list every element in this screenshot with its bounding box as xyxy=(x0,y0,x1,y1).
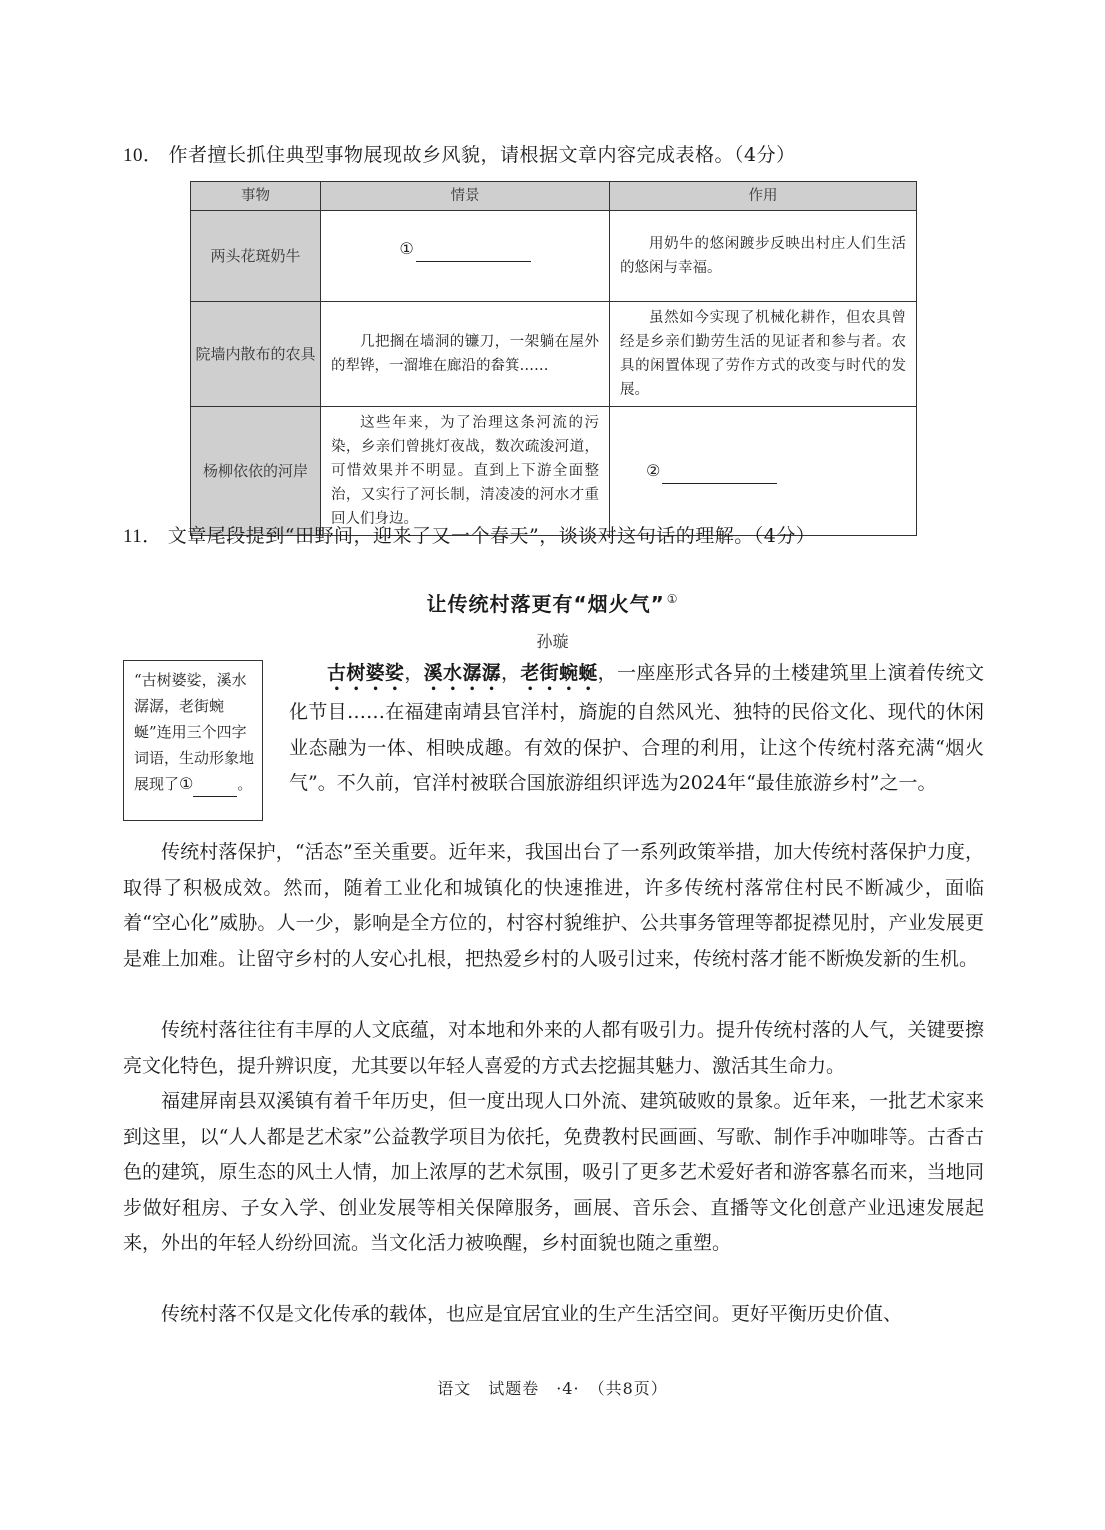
article-title xyxy=(0,588,1105,617)
table-header: 事物 xyxy=(191,182,321,211)
question-11 xyxy=(123,521,815,548)
article-paragraph: 传统村落往往有丰厚的人文底蕴，对本地和外来的人都有吸引力。提升传统村落的人气，关键要擦亮文化特色，提升辨识度，尤其要以年轻人喜爱的方式去挖掘其魅力、激活其生命力。 xyxy=(123,1019,984,1077)
table-cell-effect: 用奶牛的悠闲踱步反映出村庄人们生活的悠闲与幸福。 xyxy=(610,211,917,302)
emphasized-phrase: 溪水潺潺 xyxy=(423,662,501,684)
table-cell-effect xyxy=(610,407,917,536)
article-title-text: 让传统村落更有“烟火气” xyxy=(426,592,665,616)
table-header-row xyxy=(191,182,917,211)
footnote-marker: ① xyxy=(666,592,679,607)
annotation-end: 。 xyxy=(237,775,253,793)
question-text: 文章尾段提到“田野间，迎来了又一个春天”，谈谈对这句话的理解。（4分） xyxy=(167,525,816,547)
answer-table xyxy=(190,181,917,536)
table-cell-item: 杨柳依依的河岸 xyxy=(191,407,321,536)
question-number: 11． xyxy=(123,526,162,547)
blank-marker: ② xyxy=(646,460,661,480)
annotation-text: “古树婆娑，溪水潺潺，老街蜿蜒”连用三个四字词语，生动形象地展现了 xyxy=(134,671,255,793)
annotation-box xyxy=(123,660,263,821)
article-author: 孙璇 xyxy=(536,632,569,651)
blank-marker: ① xyxy=(179,774,194,793)
table-cell-scene xyxy=(321,211,610,302)
answer-blank[interactable] xyxy=(662,465,777,484)
article-paragraph: 福建屏南县双溪镇有着千年历史，但一度出现人口外流、建筑破败的景象。近年来，一批艺术家来到这里，以“人人都是艺术家”公益教学项目为依托，免费教村民画画、写歌、制作手冲咖啡等。古香古色的建筑，原生态的风土人情，加上浓厚的艺术氛围，吸引了更多艺术爱好者和游客慕名而来，当地同步做好租房、子女入学、创业发展等相关保障服务，画展、音乐会、直播等文化创意产业迅速发展起来，外出的年轻人纷纷回流。当文化活力被唤醒，乡村面貌也随之重塑。 xyxy=(123,1090,984,1254)
answer-blank[interactable] xyxy=(416,243,531,262)
table-cell-item: 两头花斑奶牛 xyxy=(191,211,321,302)
question-number: 10． xyxy=(123,145,163,166)
table-row xyxy=(191,211,917,302)
emphasized-phrase: 老街蜿蜒 xyxy=(520,662,598,684)
table-cell-scene: 几把搁在墙洞的镰刀，一架躺在屋外的犁铧，一溜堆在廊沿的畚箕…… xyxy=(321,302,610,407)
table-header: 情景 xyxy=(321,182,610,211)
blank-marker: ① xyxy=(399,238,414,258)
article-paragraph: 传统村落不仅是文化传承的载体，也应是宜居宜业的生产生活空间。更好平衡历史价值、 xyxy=(161,1303,903,1325)
table-header: 作用 xyxy=(610,182,917,211)
table-cell-scene: 这些年来，为了治理这条河流的污染，乡亲们曾挑灯夜战，数次疏浚河道，可惜效果并不明显。直到上下游全面整治，又实行了河长制，清凌凌的河水才重回人们身边。 xyxy=(321,407,610,536)
article-paragraph-lead xyxy=(289,656,984,802)
article-paragraph: 传统村落保护，“活态”至关重要。近年来，我国出台了一系列政策举措，加大传统村落保护力度，取得了积极成效。然而，随着工业化和城镇化的快速推进，许多传统村落常住村民不断减少，面临着“空心化”威胁。人一少，影响是全方位的，村容村貌维护、公共事务管理等都捉襟见肘，产业发展更是难上加难。让留守乡村的人安心扎根，把热爱乡村的人吸引过来，传统村落才能不断焕发新的生机。 xyxy=(123,841,984,970)
punctuation: ， xyxy=(501,662,521,684)
emphasized-phrase: 古树婆娑 xyxy=(327,662,405,684)
table-cell-effect: 虽然如今实现了机械化耕作，但农具曾经是乡亲们勤劳生活的见证者和参与者。农具的闲置体现了劳作方式的改变与时代的发展。 xyxy=(610,302,917,407)
punctuation: ， xyxy=(404,662,424,684)
table-row xyxy=(191,302,917,407)
table-cell-item: 院墙内散布的农具 xyxy=(191,302,321,407)
paragraph-text: ，一座座形式各异的土楼建筑里上演着传统文化节目……在福建南靖县官洋村，旖旎的自然风光、独特的民俗文化、现代的休闲业态融为一体、相映成趣。有效的保护、合理的利用，让这个传统村落充满“烟火气”。不久前，官洋村被联合国旅游组织评选为2024年“最佳旅游乡村”之一。 xyxy=(289,662,984,794)
question-10 xyxy=(123,140,796,167)
question-text: 作者擅长抓住典型事物展现故乡风貌，请根据文章内容完成表格。（4分） xyxy=(168,144,796,166)
table-row xyxy=(191,407,917,536)
answer-blank[interactable] xyxy=(193,780,237,797)
page-footer: 语文 试题卷 ·4· （共8页） xyxy=(437,1379,668,1398)
